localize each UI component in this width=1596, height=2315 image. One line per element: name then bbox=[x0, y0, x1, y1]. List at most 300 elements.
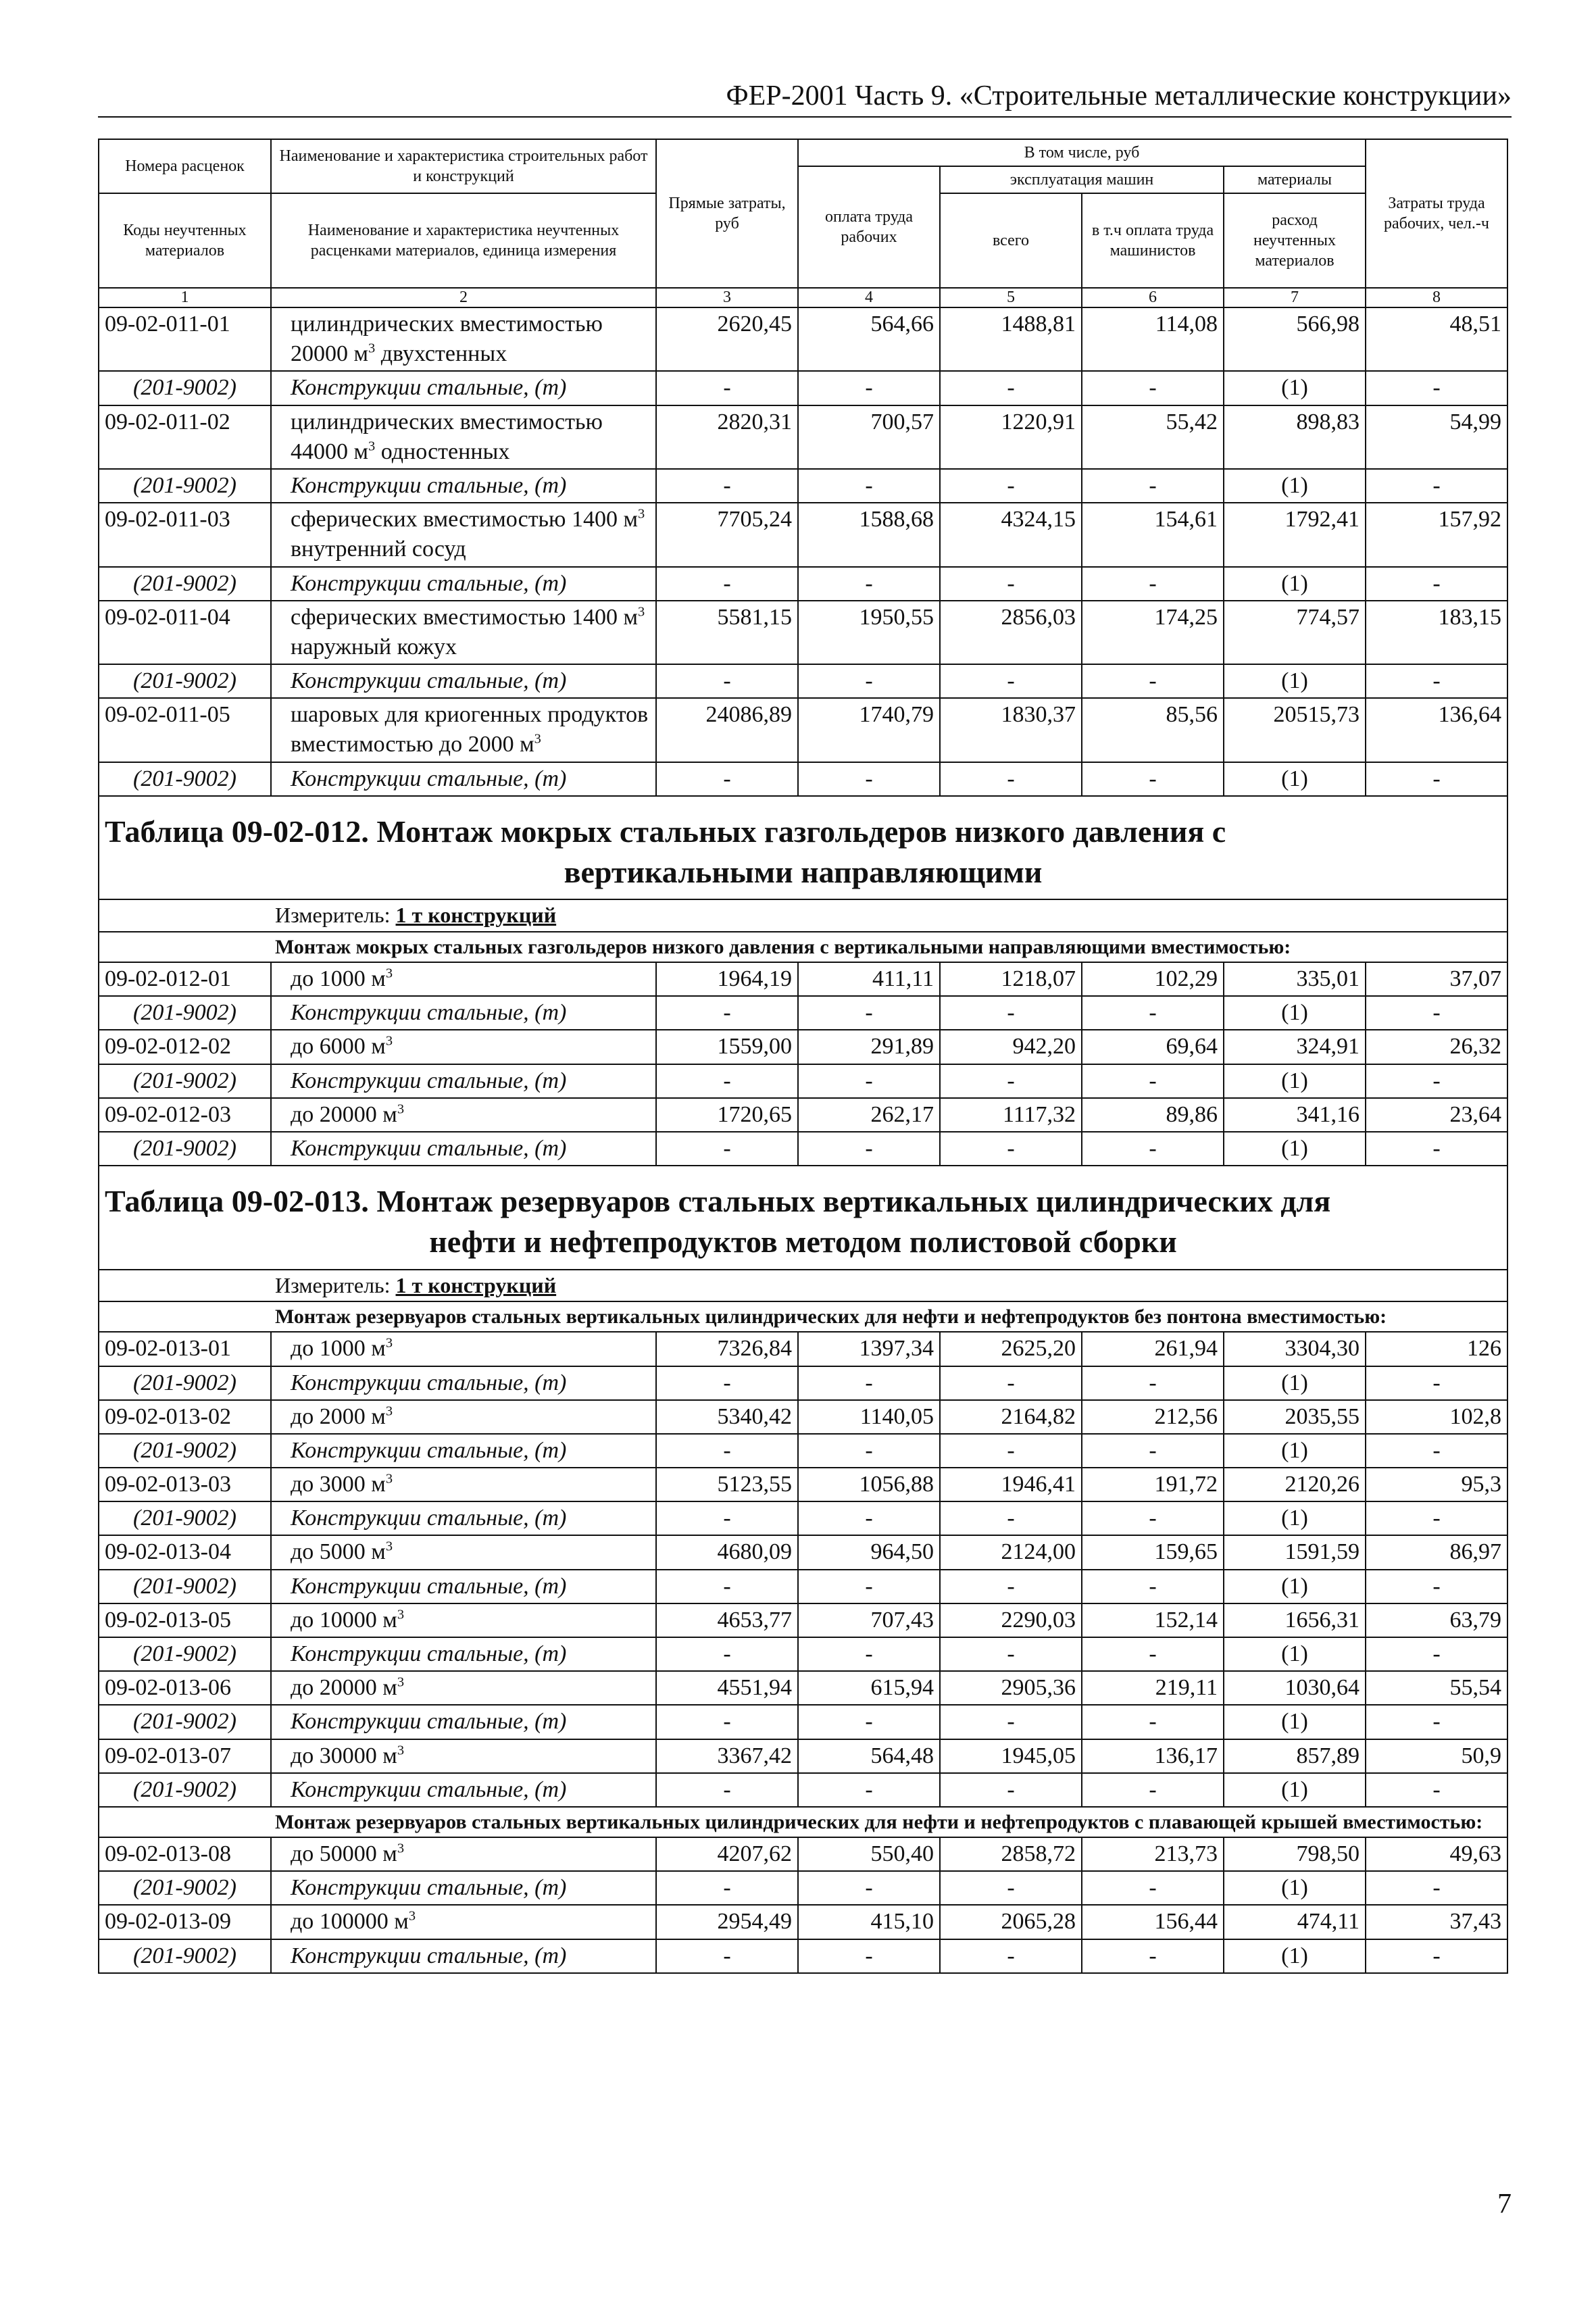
work-name bbox=[271, 962, 656, 996]
value-cell: 1056,88 bbox=[798, 1468, 940, 1501]
work-name-text: до 20000 м bbox=[291, 1675, 397, 1701]
value-cell: 4653,77 bbox=[656, 1603, 798, 1637]
value-cell: 219,11 bbox=[1082, 1671, 1224, 1705]
material-row bbox=[99, 1434, 1507, 1468]
material-name: Конструкции стальные, (т) bbox=[271, 1705, 656, 1739]
value-cell: 1740,79 bbox=[798, 698, 940, 762]
table-row bbox=[99, 1671, 1507, 1705]
rate-code: 09-02-013-09 bbox=[99, 1905, 271, 1939]
value-cell: 102,8 bbox=[1366, 1400, 1507, 1434]
value-cell: 85,56 bbox=[1082, 698, 1224, 762]
value-cell: 1397,34 bbox=[798, 1332, 940, 1366]
header-materials: материалы bbox=[1224, 166, 1366, 193]
value-cell: 1591,59 bbox=[1224, 1535, 1366, 1569]
value-cell: 157,92 bbox=[1366, 503, 1507, 566]
dash-cell: - bbox=[798, 371, 940, 405]
dash-cell: - bbox=[656, 1366, 798, 1400]
value-cell: 23,64 bbox=[1366, 1098, 1507, 1132]
rate-code: 09-02-013-07 bbox=[99, 1739, 271, 1773]
unit-exponent: 3 bbox=[368, 439, 376, 454]
work-name bbox=[271, 1098, 656, 1132]
rate-code: 09-02-013-06 bbox=[99, 1671, 271, 1705]
unit-exponent: 3 bbox=[397, 1841, 405, 1856]
dash-cell: - bbox=[1366, 469, 1507, 503]
value-cell: 2625,20 bbox=[940, 1332, 1082, 1366]
value-cell: 261,94 bbox=[1082, 1332, 1224, 1366]
rate-code: 09-02-012-01 bbox=[99, 962, 271, 996]
material-name: Конструкции стальные, (т) bbox=[271, 1939, 656, 1973]
dash-cell: - bbox=[1082, 1773, 1224, 1807]
value-cell: 54,99 bbox=[1366, 405, 1507, 469]
material-row bbox=[99, 1501, 1507, 1535]
measure: Измеритель: 1 т конструкций bbox=[99, 899, 1507, 932]
dash-cell: - bbox=[940, 371, 1082, 405]
dash-cell: - bbox=[940, 1434, 1082, 1468]
value-cell: 2905,36 bbox=[940, 1671, 1082, 1705]
dash-cell: - bbox=[1082, 567, 1224, 601]
dash-cell: - bbox=[656, 469, 798, 503]
material-qty: (1) bbox=[1224, 1501, 1366, 1535]
rate-code: 09-02-013-05 bbox=[99, 1603, 271, 1637]
unit-exponent: 3 bbox=[397, 1101, 405, 1117]
value-cell: 55,54 bbox=[1366, 1671, 1507, 1705]
material-row bbox=[99, 371, 1507, 405]
dash-cell: - bbox=[940, 1871, 1082, 1905]
material-qty: (1) bbox=[1224, 762, 1366, 796]
table-row bbox=[99, 1030, 1507, 1064]
material-code: (201-9002) bbox=[99, 1705, 271, 1739]
material-code: (201-9002) bbox=[99, 1939, 271, 1973]
value-cell: 136,17 bbox=[1082, 1739, 1224, 1773]
dash-cell: - bbox=[656, 664, 798, 698]
value-cell: 63,79 bbox=[1366, 1603, 1507, 1637]
dash-cell: - bbox=[798, 996, 940, 1030]
value-cell: 212,56 bbox=[1082, 1400, 1224, 1434]
value-cell: 564,66 bbox=[798, 307, 940, 371]
value-cell: 474,11 bbox=[1224, 1905, 1366, 1939]
work-name bbox=[271, 1468, 656, 1501]
value-cell: 4207,62 bbox=[656, 1837, 798, 1871]
value-cell: 1656,31 bbox=[1224, 1603, 1366, 1637]
material-qty: (1) bbox=[1224, 1132, 1366, 1166]
material-name: Конструкции стальные, (т) bbox=[271, 1132, 656, 1166]
material-name: Конструкции стальные, (т) bbox=[271, 664, 656, 698]
header-machines: эксплуатация машин bbox=[940, 166, 1224, 193]
value-cell: 898,83 bbox=[1224, 405, 1366, 469]
dash-cell: - bbox=[1082, 1366, 1224, 1400]
material-row bbox=[99, 664, 1507, 698]
value-cell: 1030,64 bbox=[1224, 1671, 1366, 1705]
work-name bbox=[271, 503, 656, 566]
work-name-text: до 3000 м bbox=[291, 1472, 386, 1497]
material-name: Конструкции стальные, (т) bbox=[271, 1366, 656, 1400]
group-2 bbox=[99, 1807, 1507, 1837]
value-cell: 3367,42 bbox=[656, 1739, 798, 1773]
unit-exponent: 3 bbox=[385, 1471, 393, 1487]
material-qty: (1) bbox=[1224, 1064, 1366, 1098]
material-name: Конструкции стальные, (т) bbox=[271, 1773, 656, 1807]
unit-exponent: 3 bbox=[397, 1674, 405, 1690]
value-cell: 964,50 bbox=[798, 1535, 940, 1569]
value-cell: 324,91 bbox=[1224, 1030, 1366, 1064]
material-code: (201-9002) bbox=[99, 1773, 271, 1807]
header-incl-wages: в т.ч оплата труда машинистов bbox=[1082, 193, 1224, 288]
rate-code: 09-02-012-03 bbox=[99, 1098, 271, 1132]
header-labor: Затраты труда рабочих, чел.-ч bbox=[1366, 139, 1507, 288]
value-cell: 1488,81 bbox=[940, 307, 1082, 371]
rates-table bbox=[98, 139, 1508, 1974]
table-row bbox=[99, 307, 1507, 371]
dash-cell: - bbox=[1366, 664, 1507, 698]
dash-cell: - bbox=[798, 1939, 940, 1973]
material-qty: (1) bbox=[1224, 996, 1366, 1030]
material-name: Конструкции стальные, (т) bbox=[271, 762, 656, 796]
material-code: (201-9002) bbox=[99, 567, 271, 601]
dash-cell: - bbox=[1082, 1064, 1224, 1098]
material-row bbox=[99, 567, 1507, 601]
value-cell: 5581,15 bbox=[656, 601, 798, 664]
dash-cell: - bbox=[940, 1501, 1082, 1535]
material-code: (201-9002) bbox=[99, 1434, 271, 1468]
material-qty: (1) bbox=[1224, 1705, 1366, 1739]
value-cell: 2954,49 bbox=[656, 1905, 798, 1939]
value-cell: 411,11 bbox=[798, 962, 940, 996]
material-qty: (1) bbox=[1224, 1773, 1366, 1807]
material-code: (201-9002) bbox=[99, 1501, 271, 1535]
table-row bbox=[99, 962, 1507, 996]
value-cell: 1964,19 bbox=[656, 962, 798, 996]
work-name-text: до 5000 м bbox=[291, 1539, 386, 1565]
dash-cell: - bbox=[1082, 664, 1224, 698]
value-cell: 114,08 bbox=[1082, 307, 1224, 371]
dash-cell: - bbox=[1366, 1939, 1507, 1973]
material-qty: (1) bbox=[1224, 1570, 1366, 1603]
dash-cell: - bbox=[940, 1939, 1082, 1973]
material-name: Конструкции стальные, (т) bbox=[271, 1570, 656, 1603]
value-cell: 341,16 bbox=[1224, 1098, 1366, 1132]
rates-table-frame bbox=[98, 139, 1507, 1974]
work-name bbox=[271, 1332, 656, 1366]
material-name: Конструкции стальные, (т) bbox=[271, 1434, 656, 1468]
material-row bbox=[99, 762, 1507, 796]
dash-cell: - bbox=[1082, 762, 1224, 796]
table-row bbox=[99, 1739, 1507, 1773]
dash-cell: - bbox=[1366, 567, 1507, 601]
material-qty: (1) bbox=[1224, 371, 1366, 405]
material-qty: (1) bbox=[1224, 1434, 1366, 1468]
rate-code: 09-02-011-05 bbox=[99, 698, 271, 762]
value-cell: 1140,05 bbox=[798, 1400, 940, 1434]
value-cell: 1720,65 bbox=[656, 1098, 798, 1132]
dash-cell: - bbox=[656, 996, 798, 1030]
dash-cell: - bbox=[656, 1939, 798, 1973]
dash-cell: - bbox=[656, 1570, 798, 1603]
colnum: 2 bbox=[271, 288, 656, 307]
value-cell: 2856,03 bbox=[940, 601, 1082, 664]
value-cell: 2290,03 bbox=[940, 1603, 1082, 1637]
value-cell: 102,29 bbox=[1082, 962, 1224, 996]
rows-09-02-013-b bbox=[99, 1837, 1507, 1973]
material-name: Конструкции стальные, (т) bbox=[271, 1064, 656, 1098]
value-cell: 4324,15 bbox=[940, 503, 1082, 566]
dash-cell: - bbox=[1366, 996, 1507, 1030]
dash-cell: - bbox=[1366, 371, 1507, 405]
value-cell: 26,32 bbox=[1366, 1030, 1507, 1064]
value-cell: 4551,94 bbox=[656, 1671, 798, 1705]
dash-cell: - bbox=[798, 1570, 940, 1603]
material-code: (201-9002) bbox=[99, 1064, 271, 1098]
work-name bbox=[271, 405, 656, 469]
table-row bbox=[99, 1603, 1507, 1637]
group-heading: Монтаж резервуаров стальных вертикальных цилиндрических для нефти и нефтепродуктов с плавающей крышей вместимостью: bbox=[99, 1807, 1507, 1837]
work-name bbox=[271, 1030, 656, 1064]
colnum: 6 bbox=[1082, 288, 1224, 307]
value-cell: 126 bbox=[1366, 1332, 1507, 1366]
dash-cell: - bbox=[1082, 371, 1224, 405]
dash-cell: - bbox=[656, 1132, 798, 1166]
value-cell: 86,97 bbox=[1366, 1535, 1507, 1569]
unit-exponent: 3 bbox=[637, 506, 645, 522]
dash-cell: - bbox=[798, 1705, 940, 1739]
running-header: ФЕР-2001 Часть 9. «Строительные металлические конструкции» bbox=[726, 80, 1512, 111]
value-cell: 37,43 bbox=[1366, 1905, 1507, 1939]
dash-cell: - bbox=[1366, 1501, 1507, 1535]
work-name-text: шаровых для криогенных продуктов вместимостью до 2000 м bbox=[291, 702, 649, 757]
material-qty: (1) bbox=[1224, 1366, 1366, 1400]
value-cell: 69,64 bbox=[1082, 1030, 1224, 1064]
work-name-text: цилиндрических вместимостью 44000 м bbox=[291, 409, 603, 464]
dash-cell: - bbox=[940, 762, 1082, 796]
work-name-text: сферических вместимостью 1400 м bbox=[291, 507, 638, 532]
unit-exponent: 3 bbox=[637, 604, 645, 620]
unit-exponent: 3 bbox=[385, 1539, 393, 1555]
value-cell: 213,73 bbox=[1082, 1837, 1224, 1871]
dash-cell: - bbox=[656, 1064, 798, 1098]
value-cell: 2120,26 bbox=[1224, 1468, 1366, 1501]
value-cell: 566,98 bbox=[1224, 307, 1366, 371]
work-name bbox=[271, 1837, 656, 1871]
dash-cell: - bbox=[1082, 1637, 1224, 1671]
table-row bbox=[99, 1332, 1507, 1366]
header-materials2: расход неучтенных материалов bbox=[1224, 193, 1366, 288]
colnum: 3 bbox=[656, 288, 798, 307]
material-name: Конструкции стальные, (т) bbox=[271, 469, 656, 503]
work-name bbox=[271, 1400, 656, 1434]
rate-code: 09-02-013-01 bbox=[99, 1332, 271, 1366]
header-codes2: Коды неучтенных материалов bbox=[99, 193, 271, 288]
work-name bbox=[271, 1535, 656, 1569]
value-cell: 415,10 bbox=[798, 1905, 940, 1939]
work-name-text: до 100000 м bbox=[291, 1909, 409, 1935]
header-wages: оплата труда рабочих bbox=[798, 166, 940, 288]
value-cell: 564,48 bbox=[798, 1739, 940, 1773]
column-numbers bbox=[99, 288, 1507, 307]
dash-cell: - bbox=[1366, 1773, 1507, 1807]
dash-cell: - bbox=[1082, 1939, 1224, 1973]
table-09-02-013 bbox=[99, 1166, 1507, 1332]
material-name: Конструкции стальные, (т) bbox=[271, 567, 656, 601]
rate-code: 09-02-011-04 bbox=[99, 601, 271, 664]
dash-cell: - bbox=[656, 1705, 798, 1739]
dash-cell: - bbox=[656, 1501, 798, 1535]
value-cell: 942,20 bbox=[940, 1030, 1082, 1064]
dash-cell: - bbox=[798, 1871, 940, 1905]
value-cell: 5340,42 bbox=[656, 1400, 798, 1434]
rate-code: 09-02-013-03 bbox=[99, 1468, 271, 1501]
value-cell: 262,17 bbox=[798, 1098, 940, 1132]
dash-cell: - bbox=[1366, 1871, 1507, 1905]
work-name bbox=[271, 307, 656, 371]
material-name: Конструкции стальные, (т) bbox=[271, 1871, 656, 1905]
value-cell: 37,07 bbox=[1366, 962, 1507, 996]
value-cell: 707,43 bbox=[798, 1603, 940, 1637]
header-total: всего bbox=[940, 193, 1082, 288]
table-row bbox=[99, 1468, 1507, 1501]
material-code: (201-9002) bbox=[99, 1637, 271, 1671]
material-row bbox=[99, 1637, 1507, 1671]
dash-cell: - bbox=[1082, 1705, 1224, 1739]
value-cell: 1559,00 bbox=[656, 1030, 798, 1064]
value-cell: 2820,31 bbox=[656, 405, 798, 469]
material-code: (201-9002) bbox=[99, 1871, 271, 1905]
work-name bbox=[271, 1739, 656, 1773]
table-header bbox=[99, 139, 1507, 307]
rate-code: 09-02-013-04 bbox=[99, 1535, 271, 1569]
table-09-02-012 bbox=[99, 796, 1507, 962]
dash-cell: - bbox=[656, 1871, 798, 1905]
work-name-suffix: наружный кожух bbox=[291, 634, 457, 659]
dash-cell: - bbox=[798, 664, 940, 698]
value-cell: 335,01 bbox=[1224, 962, 1366, 996]
dash-cell: - bbox=[940, 469, 1082, 503]
rate-code: 09-02-011-03 bbox=[99, 503, 271, 566]
rate-code: 09-02-013-02 bbox=[99, 1400, 271, 1434]
work-name bbox=[271, 698, 656, 762]
work-name-text: до 6000 м bbox=[291, 1034, 386, 1060]
value-cell: 1792,41 bbox=[1224, 503, 1366, 566]
work-name bbox=[271, 1603, 656, 1637]
material-name: Конструкции стальные, (т) bbox=[271, 1637, 656, 1671]
colnum: 5 bbox=[940, 288, 1082, 307]
dash-cell: - bbox=[1082, 1434, 1224, 1468]
unit-exponent: 3 bbox=[385, 966, 393, 981]
dash-cell: - bbox=[1366, 762, 1507, 796]
table-title: Таблица 09-02-012. Монтаж мокрых стальных газгольдеров низкого давления с вертикальными направляющими bbox=[99, 796, 1507, 900]
colnum: 4 bbox=[798, 288, 940, 307]
dash-cell: - bbox=[656, 1434, 798, 1468]
dash-cell: - bbox=[798, 1366, 940, 1400]
dash-cell: - bbox=[940, 1366, 1082, 1400]
rate-code: 09-02-012-02 bbox=[99, 1030, 271, 1064]
material-code: (201-9002) bbox=[99, 1366, 271, 1400]
dash-cell: - bbox=[1366, 1705, 1507, 1739]
value-cell: 136,64 bbox=[1366, 698, 1507, 762]
material-row bbox=[99, 1773, 1507, 1807]
table-row bbox=[99, 601, 1507, 664]
material-code: (201-9002) bbox=[99, 664, 271, 698]
work-name bbox=[271, 1905, 656, 1939]
work-name-text: до 1000 м bbox=[291, 966, 386, 991]
unit-exponent: 3 bbox=[385, 1034, 393, 1049]
work-name-text: цилиндрических вместимостью 20000 м bbox=[291, 312, 603, 367]
table-title: Таблица 09-02-013. Монтаж резервуаров стальных вертикальных цилиндрических для нефти и нефтепродуктов методом полистовой сборки bbox=[99, 1166, 1507, 1270]
dash-cell: - bbox=[940, 1064, 1082, 1098]
value-cell: 1588,68 bbox=[798, 503, 940, 566]
material-name: Конструкции стальные, (т) bbox=[271, 1501, 656, 1535]
value-cell: 7326,84 bbox=[656, 1332, 798, 1366]
unit-exponent: 3 bbox=[397, 1743, 405, 1758]
material-code: (201-9002) bbox=[99, 469, 271, 503]
value-cell: 183,15 bbox=[1366, 601, 1507, 664]
dash-cell: - bbox=[1082, 996, 1224, 1030]
material-row bbox=[99, 1871, 1507, 1905]
unit-exponent: 3 bbox=[408, 1908, 416, 1924]
value-cell: 95,3 bbox=[1366, 1468, 1507, 1501]
rows-09-02-013-a bbox=[99, 1332, 1507, 1807]
value-cell: 1945,05 bbox=[940, 1739, 1082, 1773]
value-cell: 3304,30 bbox=[1224, 1332, 1366, 1366]
value-cell: 291,89 bbox=[798, 1030, 940, 1064]
dash-cell: - bbox=[1366, 1637, 1507, 1671]
material-row bbox=[99, 1366, 1507, 1400]
value-cell: 798,50 bbox=[1224, 1837, 1366, 1871]
value-cell: 89,86 bbox=[1082, 1098, 1224, 1132]
dash-cell: - bbox=[940, 1132, 1082, 1166]
colnum: 7 bbox=[1224, 288, 1366, 307]
work-name-text: до 20000 м bbox=[291, 1101, 397, 1127]
material-qty: (1) bbox=[1224, 664, 1366, 698]
dash-cell: - bbox=[798, 1501, 940, 1535]
material-qty: (1) bbox=[1224, 1871, 1366, 1905]
unit-exponent: 3 bbox=[385, 1335, 393, 1351]
header-rule bbox=[98, 116, 1512, 118]
work-name-suffix: одностенных bbox=[375, 439, 510, 464]
dash-cell: - bbox=[940, 664, 1082, 698]
rate-code: 09-02-011-02 bbox=[99, 405, 271, 469]
table-row bbox=[99, 503, 1507, 566]
material-qty: (1) bbox=[1224, 1637, 1366, 1671]
dash-cell: - bbox=[940, 996, 1082, 1030]
dash-cell: - bbox=[940, 1705, 1082, 1739]
dash-cell: - bbox=[1082, 1570, 1224, 1603]
value-cell: 49,63 bbox=[1366, 1837, 1507, 1871]
dash-cell: - bbox=[940, 1773, 1082, 1807]
dash-cell: - bbox=[798, 1637, 940, 1671]
block-09-02-011 bbox=[99, 307, 1507, 796]
dash-cell: - bbox=[798, 1064, 940, 1098]
work-name-text: до 2000 м bbox=[291, 1403, 386, 1429]
material-qty: (1) bbox=[1224, 469, 1366, 503]
colnum: 8 bbox=[1366, 288, 1507, 307]
material-row bbox=[99, 996, 1507, 1030]
value-cell: 55,42 bbox=[1082, 405, 1224, 469]
value-cell: 2858,72 bbox=[940, 1837, 1082, 1871]
work-name-text: до 10000 м bbox=[291, 1607, 397, 1633]
value-cell: 156,44 bbox=[1082, 1905, 1224, 1939]
dash-cell: - bbox=[798, 1132, 940, 1166]
value-cell: 174,25 bbox=[1082, 601, 1224, 664]
value-cell: 1117,32 bbox=[940, 1098, 1082, 1132]
work-name bbox=[271, 1671, 656, 1705]
dash-cell: - bbox=[656, 762, 798, 796]
material-row bbox=[99, 1939, 1507, 1973]
material-code: (201-9002) bbox=[99, 996, 271, 1030]
value-cell: 48,51 bbox=[1366, 307, 1507, 371]
value-cell: 2124,00 bbox=[940, 1535, 1082, 1569]
table-row bbox=[99, 1098, 1507, 1132]
value-cell: 2164,82 bbox=[940, 1400, 1082, 1434]
work-name-text: до 30000 м bbox=[291, 1743, 397, 1768]
